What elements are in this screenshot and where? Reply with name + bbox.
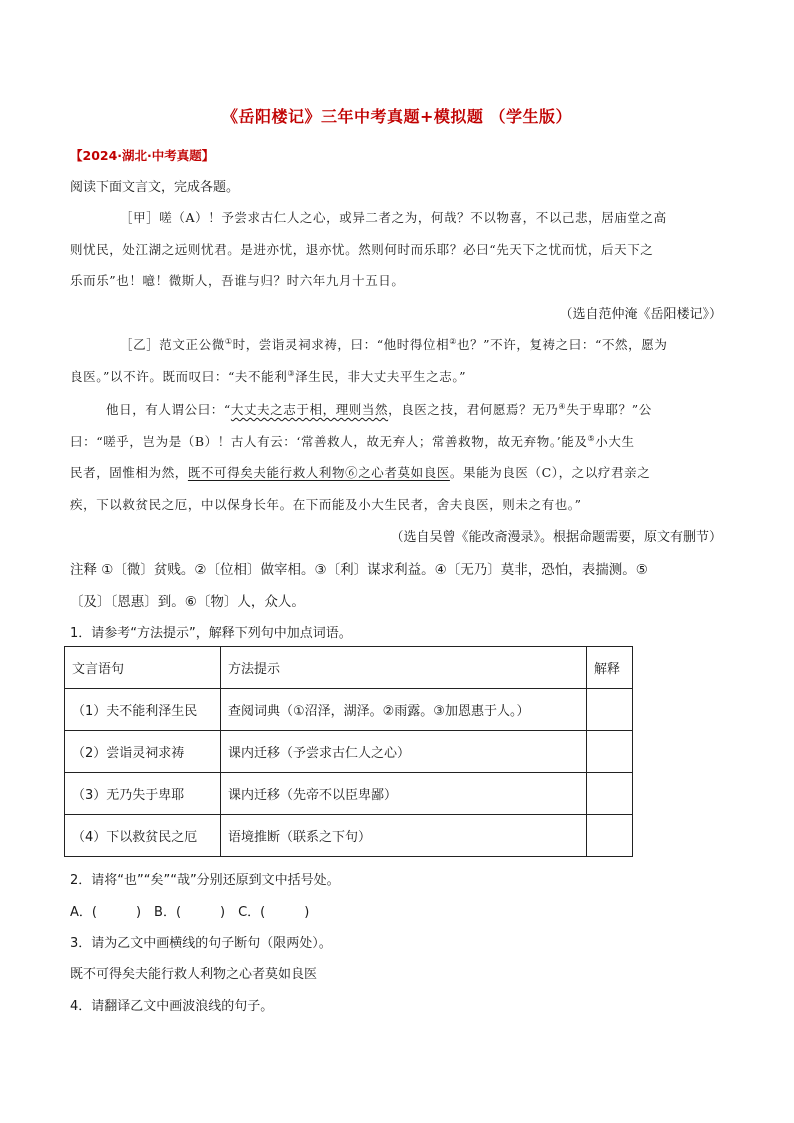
cell-sentence: （2）尝诣灵祠求祷 bbox=[65, 731, 221, 773]
yi-p1-line-1 bbox=[120, 335, 667, 353]
question-2-blanks[interactable]: A．( ) B．( ) C．( ) bbox=[70, 905, 310, 920]
cell-answer[interactable] bbox=[587, 731, 633, 773]
header-hint: 方法提示 bbox=[221, 647, 587, 689]
cell-answer[interactable] bbox=[587, 689, 633, 731]
jia-line-2: 则忧民，处江湖之远则忧君。是进亦忧，退亦忧。然则何时而乐耶？必曰“先天下之忧而忧，后天下之 bbox=[70, 242, 654, 257]
jia-line-1: ［甲］嗟（A）！予尝求古仁人之心，或异二者之为，何哉？不以物喜，不以己悲，居庙堂之高 bbox=[120, 210, 667, 225]
question-2: 2．请将“也”“矣”“哉”分别还原到文中括号处。 bbox=[70, 873, 340, 888]
method-table bbox=[64, 646, 633, 857]
table-row bbox=[65, 773, 633, 815]
cell-hint: 查阅词典（①沼泽，湖泽。②雨露。③加恩惠于人。） bbox=[221, 689, 587, 731]
wavy-underlined-sentence: 大丈夫之志于相，理则当然 bbox=[230, 402, 389, 417]
header-answer: 解释 bbox=[587, 647, 633, 689]
section-tag: 【2024·湖北·中考真题】 bbox=[70, 148, 215, 163]
document-title: 《岳阳楼记》三年中考真题+模拟题 （学生版） bbox=[222, 107, 572, 126]
yi-source: （选自吴曾《能改斋漫录》。根据命题需要，原文有删节） bbox=[390, 530, 722, 545]
table-row bbox=[65, 731, 633, 773]
notes-line-1: 注释 ①〔微〕贫贱。②〔位相〕做宰相。③〔利〕谋求利益。④〔无乃〕莫非，恐怕，表揣测。⑤ bbox=[70, 562, 648, 578]
text-segment: 失于卑耶？”公 bbox=[566, 402, 652, 417]
yi-p2-line-3 bbox=[70, 463, 650, 481]
jia-line-3: 乐而乐”也！噫！微斯人，吾谁与归？时六年九月十五日。 bbox=[70, 273, 405, 288]
table-row bbox=[65, 815, 633, 857]
yi-p1-line-2 bbox=[70, 367, 466, 385]
cell-answer[interactable] bbox=[587, 773, 633, 815]
text-segment: 曰：“嗟乎，岂为是（B）！古人有云：‘常善救人，故无弃人；常善救物，故无弃物。’能及 bbox=[70, 434, 588, 449]
question-3: 3．请为乙文中画横线的句子断句（限两处）。 bbox=[70, 936, 332, 951]
note-marker: ① bbox=[224, 336, 233, 346]
notes-line-2: 〔及〕〔恩惠〕到。⑥〔物〕人，众人。 bbox=[70, 594, 305, 610]
note-marker: ④ bbox=[558, 401, 567, 411]
note-marker: ③ bbox=[287, 368, 296, 378]
text-segment: 时，尝诣灵祠求祷，曰：“他时得位相 bbox=[232, 337, 450, 352]
text-segment: 民者，固惟相为然， bbox=[70, 465, 188, 480]
text-segment: 良医。”以不许。既而叹曰：“夫不能利 bbox=[70, 369, 288, 384]
cell-hint: 语境推断（联系之下句） bbox=[221, 815, 587, 857]
question-3-sentence: 既不可得矣夫能行救人利物之心者莫如良医 bbox=[70, 967, 318, 982]
text-segment: 小大生 bbox=[595, 434, 635, 449]
cell-answer[interactable] bbox=[587, 815, 633, 857]
text-segment: 也？”不许，复祷之曰：“不然，愿为 bbox=[456, 337, 668, 352]
header-sentence: 文言语句 bbox=[65, 647, 221, 689]
note-marker: ② bbox=[449, 336, 457, 346]
cell-sentence: （4）下以救贫民之厄 bbox=[65, 815, 221, 857]
cell-hint: 课内迁移（予尝求古仁人之心） bbox=[221, 731, 587, 773]
yi-p2-line-2 bbox=[70, 432, 635, 450]
yi-p2-line-4: 疾，下以救贫民之厄，中以保身长年。在下而能及小大生民者，舍夫良医，则未之有也。” bbox=[70, 497, 582, 512]
instruction: 阅读下面文言文，完成各题。 bbox=[70, 180, 240, 195]
text-segment: 他日，有人谓公曰：“ bbox=[106, 402, 231, 417]
question-4: 4．请翻译乙文中画波浪线的句子。 bbox=[70, 999, 274, 1014]
table-row bbox=[65, 689, 633, 731]
text-segment: 泽生民，非大丈夫平生之志。” bbox=[295, 369, 467, 384]
text-segment: ，良医之技，君何愿焉？无乃 bbox=[388, 402, 559, 417]
cell-sentence: （1）夫不能利泽生民 bbox=[65, 689, 221, 731]
yi-p2-line-1 bbox=[106, 400, 652, 418]
note-marker: ⑤ bbox=[587, 433, 596, 443]
table-header-row bbox=[65, 647, 633, 689]
question-1: 1．请参考“方法提示”，解释下列句中加点词语。 bbox=[70, 626, 352, 641]
cell-sentence: （3）无乃失于卑耶 bbox=[65, 773, 221, 815]
text-segment: ［乙］范文正公微 bbox=[120, 337, 225, 352]
cell-hint: 课内迁移（先帝不以臣卑鄙） bbox=[221, 773, 587, 815]
underlined-sentence: 既不可得矣夫能行救人利物⑥之心者莫如良医 bbox=[187, 465, 450, 480]
text-segment: 。果能为良医（C），之以疗君亲之 bbox=[449, 465, 651, 480]
jia-source: （选自范仲淹《岳阳楼记》） bbox=[559, 307, 722, 322]
